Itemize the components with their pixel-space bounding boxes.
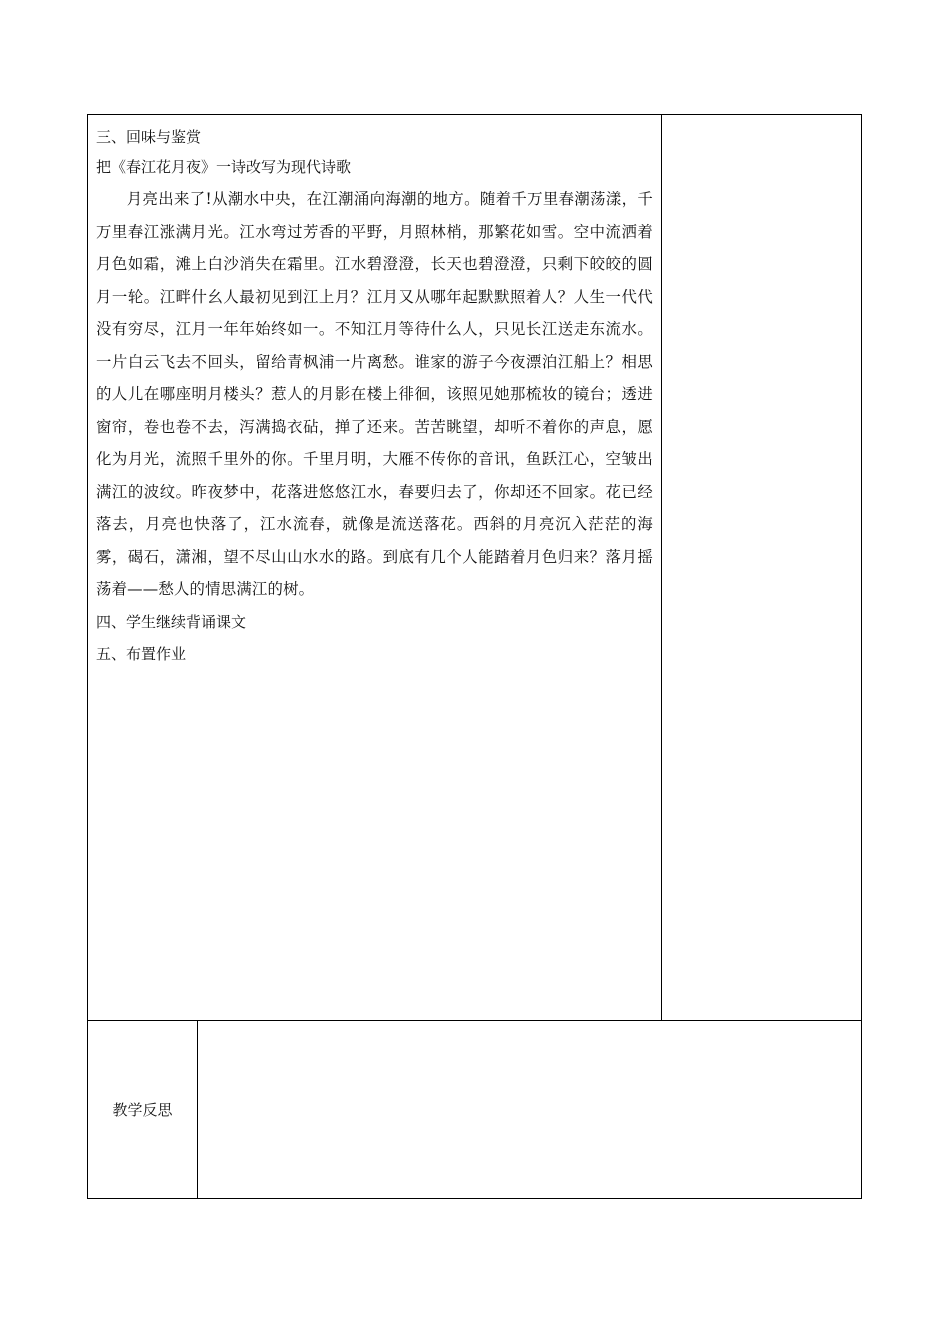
reflection-content-cell [198,1021,861,1198]
reflection-label: 教学反思 [112,1101,173,1119]
section-4-heading: 四、学生继续背诵课文 [96,612,247,631]
notes-cell [662,115,861,1020]
lesson-plan-table [87,114,862,1199]
section-3-heading: 三、回味与鉴赏 [96,128,202,146]
reflection-label-cell [88,1021,198,1198]
teaching-content-cell [88,115,662,1020]
rewrite-task: 把《春江花月夜》一诗改写为现代诗歌 [96,158,352,176]
section-5-heading: 五、布置作业 [96,644,187,663]
modern-poem-text: 月亮出来了!从潮水中央，在江潮涌向海潮的地方。随着千万里春潮荡漾，千万里春江涨满月光。江水弯过芳香的平野，月照林梢，那繁花如雪。空中流洒着月色如霜，滩上白沙消失在霜里。江水碧澄澄，长天也碧澄澄，只剩下皎皎的圆月一轮。江畔什幺人最初见到江上月？江月又从哪年起默默照着人？人生一代代没有穷尽，江月一年年始终如一。不知江月等待什么人，只见长江送走东流水。一片白云飞去不回头，留给青枫浦一片离愁。谁家的游子今夜漂泊江船上？相思的人儿在哪座明月楼头？惹人的月影在楼上徘徊，该照见她那梳妆的镜台；透进窗帘，卷也卷不去，泻满捣衣砧，掸了还来。苦苦眺望，却听不着你的声息，愿化为月光，流照千里外的你。千里月明，大雁不传你的音讯，鱼跃江心，空皱出满江的波纹。昨夜梦中，花落进悠悠江水，春要归去了，你却还不回家。花已经落去，月亮也快落了，江水流春，就像是流送落花。西斜的月亮沉入茫茫的海雾，碣石，潇湘，望不尽山山水水的路。到底有几个人能踏着月色归来？落月摇荡着——愁人的情思满江的树。 [96,190,653,598]
